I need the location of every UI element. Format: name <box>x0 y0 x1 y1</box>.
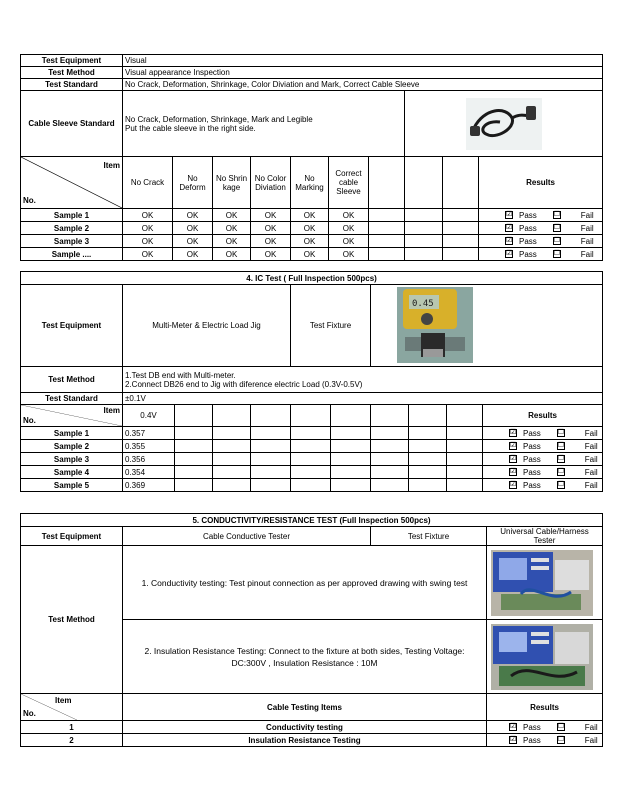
ic-test-table <box>20 271 603 492</box>
cond-item-no-header <box>21 694 123 721</box>
test-standard-value: No Crack, Deformation, Shrinkage, Color Diviation and Mark, Correct Cable Sleeve <box>123 79 603 91</box>
fail-label: Fail <box>584 480 598 490</box>
sample-name: Sample .... <box>21 248 123 261</box>
ok-cell: OK <box>291 222 329 235</box>
fail-label: Fail <box>584 454 598 464</box>
col-no-shrinkage: No Shrinkage <box>213 157 251 209</box>
tester-photo-1 <box>491 550 593 616</box>
ic-method-line-2: 2.Connect DB26 end to Jig with diference electric Load (0.3V-0.5V) <box>125 379 363 389</box>
conductivity-title: 5. CONDUCTIVITY/RESISTANCE TEST (Full Inspection 500pcs) <box>21 514 603 527</box>
fail-checkbox[interactable]: ☐ <box>557 723 565 731</box>
pass-checkbox[interactable]: ☑ <box>506 211 513 219</box>
sample-name: Sample 4 <box>21 466 123 479</box>
item-label: Item <box>103 161 120 170</box>
measured-value: 0.356 <box>123 453 175 466</box>
fail-checkbox[interactable]: ☐ <box>553 224 561 232</box>
ic-equipment-label: Test Equipment <box>21 285 123 367</box>
pass-label: Pass <box>519 249 537 259</box>
pass-label: Pass <box>523 480 541 490</box>
svg-text:0.45: 0.45 <box>412 298 434 309</box>
result-cell <box>487 721 603 734</box>
pass-checkbox[interactable]: ☑ <box>510 481 517 489</box>
no-label: No. <box>23 709 36 718</box>
tester-photo-2 <box>491 624 593 690</box>
pass-checkbox[interactable]: ☑ <box>506 224 513 232</box>
sample-name: Sample 1 <box>21 427 123 440</box>
ok-cell: OK <box>291 248 329 261</box>
pass-checkbox[interactable]: ☑ <box>506 250 513 258</box>
ic-equipment-value: Multi-Meter & Electric Load Jig <box>123 285 291 367</box>
ok-cell: OK <box>173 248 213 261</box>
ok-cell: OK <box>173 209 213 222</box>
item-label: Item <box>103 406 120 415</box>
measured-value: 0.354 <box>123 466 175 479</box>
visual-inspection-table <box>20 54 603 261</box>
measured-value: 0.357 <box>123 427 175 440</box>
cond-equipment-value: Cable Conductive Tester <box>123 527 371 546</box>
test-method-label: Test Method <box>21 67 123 79</box>
test-standard-label: Test Standard <box>21 79 123 91</box>
row-number: 1 <box>21 721 123 734</box>
pass-label: Pass <box>523 722 541 732</box>
item-label: Item <box>55 696 72 705</box>
cable-testing-items-header: Cable Testing Items <box>123 694 487 721</box>
sample-name: Sample 5 <box>21 479 123 492</box>
ic-method-label: Test Method <box>21 367 123 393</box>
result-cell <box>483 453 603 466</box>
cable-sleeve-standard-label: Cable Sleeve Standard <box>21 91 123 157</box>
pass-checkbox[interactable]: ☑ <box>510 429 517 437</box>
fail-label: Fail <box>580 249 594 259</box>
tester-photo-cell-2 <box>487 620 603 694</box>
result-cell <box>479 222 603 235</box>
row-number: 2 <box>21 734 123 747</box>
fail-checkbox[interactable]: ☐ <box>557 429 565 437</box>
pass-checkbox[interactable]: ☑ <box>510 736 517 744</box>
fail-checkbox[interactable]: ☐ <box>553 250 561 258</box>
fail-label: Fail <box>584 735 598 745</box>
ok-cell: OK <box>251 248 291 261</box>
multimeter-photo-cell <box>371 285 603 367</box>
cond-method-1: 1. Conductivity testing: Test pinout connection as per approved drawing with swing test <box>123 546 487 620</box>
conductivity-test-table <box>20 513 603 747</box>
fail-label: Fail <box>584 467 598 477</box>
sleeve-line-1: No Crack, Deformation, Shrinkage, Mark and Legible <box>125 114 313 124</box>
cond-method-label: Test Method <box>21 546 123 694</box>
cable-test-item: Conductivity testing <box>123 721 487 734</box>
ok-cell: OK <box>329 235 369 248</box>
ok-cell: OK <box>251 209 291 222</box>
ok-cell: OK <box>251 235 291 248</box>
ok-cell: OK <box>173 222 213 235</box>
fail-checkbox[interactable]: ☐ <box>557 468 565 476</box>
ic-standard-value: ±0.1V <box>123 393 603 405</box>
ok-cell: OK <box>291 235 329 248</box>
results-header: Results <box>479 157 603 209</box>
fail-label: Fail <box>584 428 598 438</box>
pass-label: Pass <box>519 223 537 233</box>
col-no-color-diviation: No Color Diviation <box>251 157 291 209</box>
col-no-crack: No Crack <box>123 157 173 209</box>
sleeve-line-2: Put the cable sleeve in the right side. <box>125 123 256 133</box>
result-cell <box>479 209 603 222</box>
fail-label: Fail <box>580 236 594 246</box>
col-no-marking: No Marking <box>291 157 329 209</box>
no-label: No. <box>23 416 36 425</box>
pass-label: Pass <box>523 428 541 438</box>
cable-photo <box>466 98 542 150</box>
pass-checkbox[interactable]: ☑ <box>506 237 513 245</box>
result-cell <box>483 466 603 479</box>
ic-test-title: 4. IC Test ( Full Inspection 500pcs) <box>21 272 603 285</box>
pass-checkbox[interactable]: ☑ <box>510 468 517 476</box>
measured-value: 0.355 <box>123 440 175 453</box>
fail-checkbox[interactable]: ☐ <box>557 481 565 489</box>
fail-checkbox[interactable]: ☐ <box>553 211 561 219</box>
cond-tester-value: Universal Cable/Harness Tester <box>487 527 603 546</box>
ok-cell: OK <box>123 209 173 222</box>
cable-test-item: Insulation Resistance Testing <box>123 734 487 747</box>
fail-checkbox[interactable]: ☐ <box>557 455 565 463</box>
ok-cell: OK <box>213 222 251 235</box>
pass-label: Pass <box>519 210 537 220</box>
result-cell <box>483 479 603 492</box>
pass-checkbox[interactable]: ☑ <box>510 723 517 731</box>
col-correct-cable-sleeve: Correct cable Sleeve <box>329 157 369 209</box>
test-equipment-label: Test Equipment <box>21 55 123 67</box>
ok-cell: OK <box>329 209 369 222</box>
ok-cell: OK <box>123 222 173 235</box>
ok-cell: OK <box>291 209 329 222</box>
ok-cell: OK <box>173 235 213 248</box>
ic-results-header: Results <box>483 405 603 427</box>
result-cell <box>479 235 603 248</box>
test-method-value: Visual appearance Inspection <box>123 67 603 79</box>
cable-sleeve-standard-value <box>123 91 405 157</box>
pass-checkbox[interactable]: ☑ <box>510 442 517 450</box>
ok-cell: OK <box>329 222 369 235</box>
item-no-header <box>21 157 123 209</box>
tester-photo-cell-1 <box>487 546 603 620</box>
cond-equipment-label: Test Equipment <box>21 527 123 546</box>
col-no-deform: No Deform <box>173 157 213 209</box>
result-cell <box>483 427 603 440</box>
result-cell <box>483 440 603 453</box>
fail-checkbox[interactable]: ☐ <box>557 736 565 744</box>
result-cell <box>487 734 603 747</box>
fail-label: Fail <box>580 210 594 220</box>
ok-cell: OK <box>329 248 369 261</box>
ok-cell: OK <box>213 235 251 248</box>
sample-name: Sample 2 <box>21 440 123 453</box>
cond-fixture-label: Test Fixture <box>371 527 487 546</box>
ok-cell: OK <box>213 209 251 222</box>
ic-method-line-1: 1.Test DB end with Multi-meter. <box>125 370 236 380</box>
pass-label: Pass <box>523 467 541 477</box>
ok-cell: OK <box>213 248 251 261</box>
fail-checkbox[interactable]: ☐ <box>553 237 561 245</box>
cond-method-2: 2. Insulation Resistance Testing: Connect to the fixture at both sides, Testing Voltage: DC:300V , Insulation Resistance : 10M <box>123 620 487 694</box>
pass-checkbox[interactable]: ☑ <box>510 455 517 463</box>
pass-label: Pass <box>523 454 541 464</box>
cond-results-header: Results <box>487 694 603 721</box>
result-cell <box>479 248 603 261</box>
ic-fixture-label: Test Fixture <box>291 285 371 367</box>
measured-value: 0.369 <box>123 479 175 492</box>
col-0-4v: 0.4V <box>123 405 175 427</box>
no-label: No. <box>23 196 36 205</box>
sample-name: Sample 2 <box>21 222 123 235</box>
sample-name: Sample 1 <box>21 209 123 222</box>
sample-name: Sample 3 <box>21 453 123 466</box>
multimeter-photo <box>397 287 473 363</box>
ok-cell: OK <box>123 235 173 248</box>
ic-method-value <box>123 367 603 393</box>
fail-label: Fail <box>584 722 598 732</box>
sample-name: Sample 3 <box>21 235 123 248</box>
pass-label: Pass <box>523 441 541 451</box>
fail-label: Fail <box>580 223 594 233</box>
pass-label: Pass <box>519 236 537 246</box>
cable-photo-cell <box>405 91 603 157</box>
ok-cell: OK <box>123 248 173 261</box>
fail-label: Fail <box>584 441 598 451</box>
ok-cell: OK <box>251 222 291 235</box>
fail-checkbox[interactable]: ☐ <box>557 442 565 450</box>
test-equipment-value: Visual <box>123 55 603 67</box>
ic-standard-label: Test Standard <box>21 393 123 405</box>
ic-item-no-header <box>21 405 123 427</box>
pass-label: Pass <box>523 735 541 745</box>
